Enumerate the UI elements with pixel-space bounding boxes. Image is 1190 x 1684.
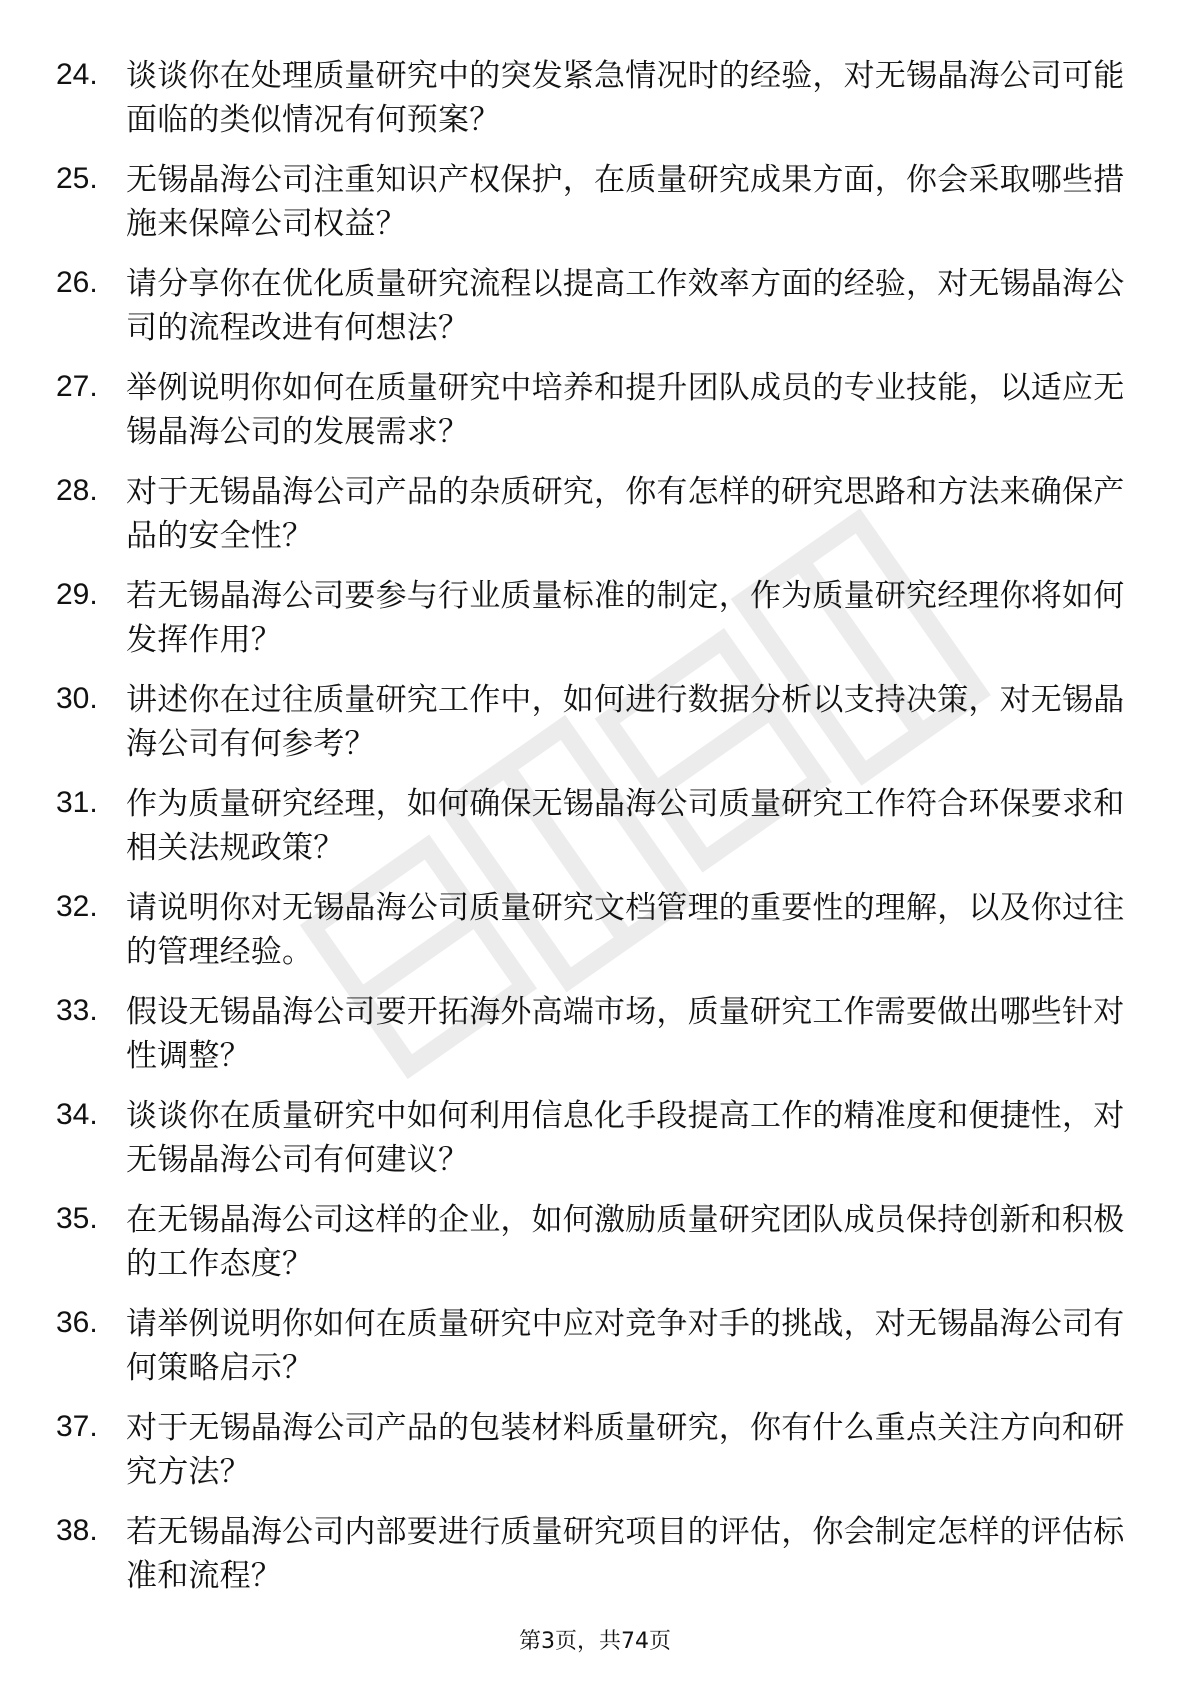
question-text: 作为质量研究经理，如何确保无锡晶海公司质量研究工作符合环保要求和相关法规政策？ <box>126 786 1125 866</box>
question-text: 对于无锡晶海公司产品的杂质研究，你有怎样的研究思路和方法来确保产品的安全性？ <box>126 474 1125 554</box>
question-text: 谈谈你在质量研究中如何利用信息化手段提高工作的精准度和便捷性，对无锡晶海公司有何建议？ <box>126 1098 1125 1178</box>
question-number: 28. <box>56 474 98 507</box>
question-number: 26. <box>56 266 98 299</box>
question-text: 假设无锡晶海公司要开拓海外高端市场，质量研究工作需要做出哪些针对性调整？ <box>126 994 1125 1074</box>
question-item <box>56 1198 1126 1302</box>
question-list <box>56 54 1126 1614</box>
question-item <box>56 262 1126 366</box>
question-item <box>56 470 1126 574</box>
question-item <box>56 158 1126 262</box>
question-item <box>56 574 1126 678</box>
question-item <box>56 1510 1126 1614</box>
question-text: 谈谈你在处理质量研究中的突发紧急情况时的经验，对无锡晶海公司可能面临的类似情况有何预案？ <box>126 58 1125 138</box>
question-item <box>56 678 1126 782</box>
question-item <box>56 1406 1126 1510</box>
question-text: 请分享你在优化质量研究流程以提高工作效率方面的经验，对无锡晶海公司的流程改进有何想法？ <box>126 266 1125 346</box>
question-text: 在无锡晶海公司这样的企业，如何激励质量研究团队成员保持创新和积极的工作态度？ <box>126 1202 1125 1282</box>
question-item <box>56 1094 1126 1198</box>
question-item <box>56 366 1126 470</box>
question-number: 38. <box>56 1514 98 1547</box>
question-number: 25. <box>56 162 98 195</box>
question-text: 无锡晶海公司注重知识产权保护，在质量研究成果方面，你会采取哪些措施来保障公司权益？ <box>126 162 1125 242</box>
question-text: 讲述你在过往质量研究工作中，如何进行数据分析以支持决策，对无锡晶海公司有何参考？ <box>126 682 1125 762</box>
question-item <box>56 782 1126 886</box>
page-number-label: 第3页，共74页 <box>519 1629 671 1654</box>
question-number: 33. <box>56 994 98 1027</box>
question-number: 35. <box>56 1202 98 1235</box>
question-text: 举例说明你如何在质量研究中培养和提升团队成员的专业技能，以适应无锡晶海公司的发展需求？ <box>126 370 1125 450</box>
question-number: 30. <box>56 682 98 715</box>
question-number: 36. <box>56 1306 98 1339</box>
question-number: 32. <box>56 890 98 923</box>
question-number: 31. <box>56 786 98 819</box>
question-number: 34. <box>56 1098 98 1131</box>
question-number: 37. <box>56 1410 98 1443</box>
question-number: 24. <box>56 58 98 91</box>
question-number: 27. <box>56 370 98 403</box>
question-text: 请举例说明你如何在质量研究中应对竞争对手的挑战，对无锡晶海公司有何策略启示？ <box>126 1306 1125 1386</box>
question-item <box>56 886 1126 990</box>
question-item <box>56 990 1126 1094</box>
page-footer <box>0 1628 1190 1656</box>
question-number: 29. <box>56 578 98 611</box>
question-text: 请说明你对无锡晶海公司质量研究文档管理的重要性的理解，以及你过往的管理经验。 <box>126 890 1125 970</box>
question-item <box>56 1302 1126 1406</box>
question-item <box>56 54 1126 158</box>
question-text: 对于无锡晶海公司产品的包装材料质量研究，你有什么重点关注方向和研究方法？ <box>126 1410 1125 1490</box>
question-text: 若无锡晶海公司内部要进行质量研究项目的评估，你会制定怎样的评估标准和流程？ <box>126 1514 1125 1594</box>
question-text: 若无锡晶海公司要参与行业质量标准的制定，作为质量研究经理你将如何发挥作用？ <box>126 578 1125 658</box>
